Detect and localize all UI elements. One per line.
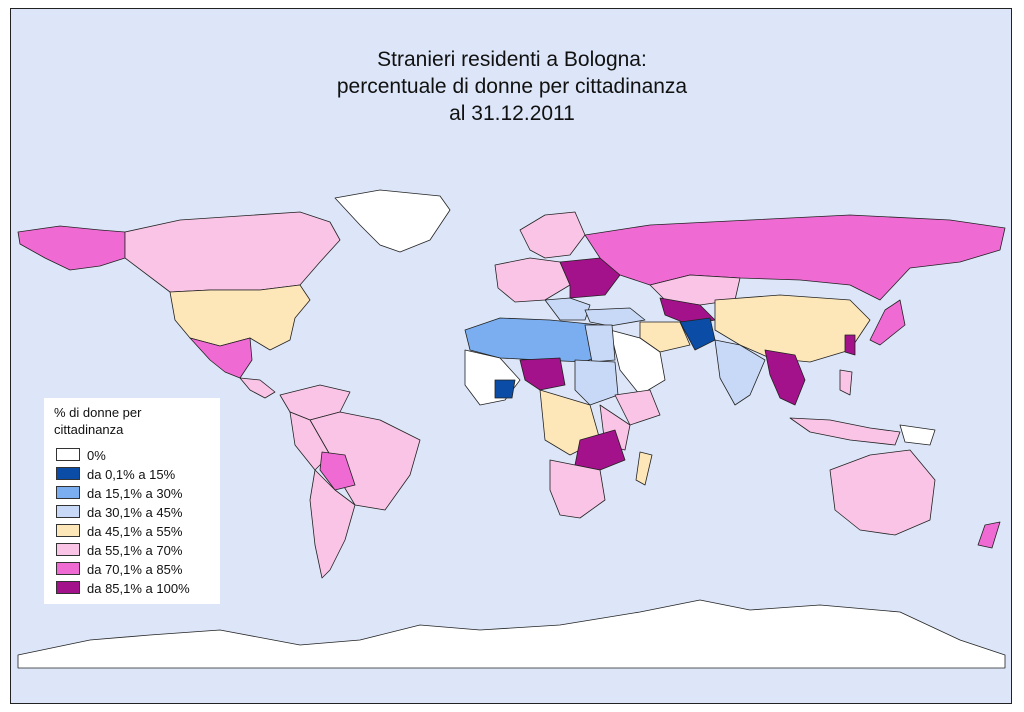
- region-antarctica: [18, 600, 1005, 668]
- legend-label: da 0,1% a 15%: [87, 467, 176, 482]
- legend-swatch: [56, 562, 80, 575]
- region-usa: [170, 285, 310, 350]
- legend-label: da 70,1% a 85%: [87, 562, 183, 577]
- region-russia: [585, 215, 1005, 300]
- legend-swatch: [56, 543, 80, 556]
- region-nigeria-niger: [520, 358, 565, 390]
- legend-label: da 85,1% a 100%: [87, 581, 190, 596]
- legend-item: [56, 581, 190, 597]
- region-korea: [845, 335, 855, 355]
- legend-item: [56, 486, 182, 502]
- legend-item: [56, 543, 182, 559]
- legend-item: [56, 562, 182, 578]
- region-japan: [870, 300, 905, 345]
- region-new-zealand: [978, 522, 1000, 548]
- region-canada: [125, 212, 340, 292]
- legend-swatch: [56, 467, 80, 480]
- legend-title: % di donne per cittadinanza: [54, 405, 142, 437]
- region-scandinavia: [520, 212, 585, 258]
- legend-swatch: [56, 581, 80, 594]
- region-alaska: [18, 226, 125, 270]
- title-line-3: al 31.12.2011: [449, 102, 575, 125]
- legend: [44, 398, 220, 604]
- region-sudan: [575, 360, 618, 405]
- legend-label: da 15,1% a 30%: [87, 486, 183, 501]
- legend-swatch: [56, 505, 80, 518]
- region-burkina: [495, 380, 515, 398]
- region-philippines: [840, 370, 852, 395]
- legend-label: 0%: [87, 448, 106, 463]
- legend-swatch: [56, 524, 80, 537]
- region-australia: [830, 450, 935, 535]
- region-indonesia: [790, 418, 900, 445]
- region-madagascar: [636, 452, 652, 485]
- region-central-america: [240, 378, 275, 398]
- legend-item: [56, 467, 175, 483]
- legend-label: da 55,1% a 70%: [87, 543, 183, 558]
- title-line-2: percentuale di donne per cittadinanza: [336, 75, 688, 98]
- region-western-europe: [495, 258, 570, 302]
- legend-item: [56, 448, 106, 464]
- legend-swatch: [56, 448, 80, 461]
- map-title: [0, 46, 1024, 127]
- region-balkans: [545, 298, 590, 320]
- legend-item: [56, 505, 182, 521]
- region-turkey: [585, 308, 645, 326]
- legend-swatch: [56, 486, 80, 499]
- title-line-1: Stranieri residenti a Bologna:: [377, 48, 647, 71]
- region-new-guinea: [900, 425, 935, 445]
- region-greenland: [335, 190, 450, 252]
- legend-item: [56, 524, 182, 540]
- legend-label: da 45,1% a 55%: [87, 524, 183, 539]
- legend-label: da 30,1% a 45%: [87, 505, 183, 520]
